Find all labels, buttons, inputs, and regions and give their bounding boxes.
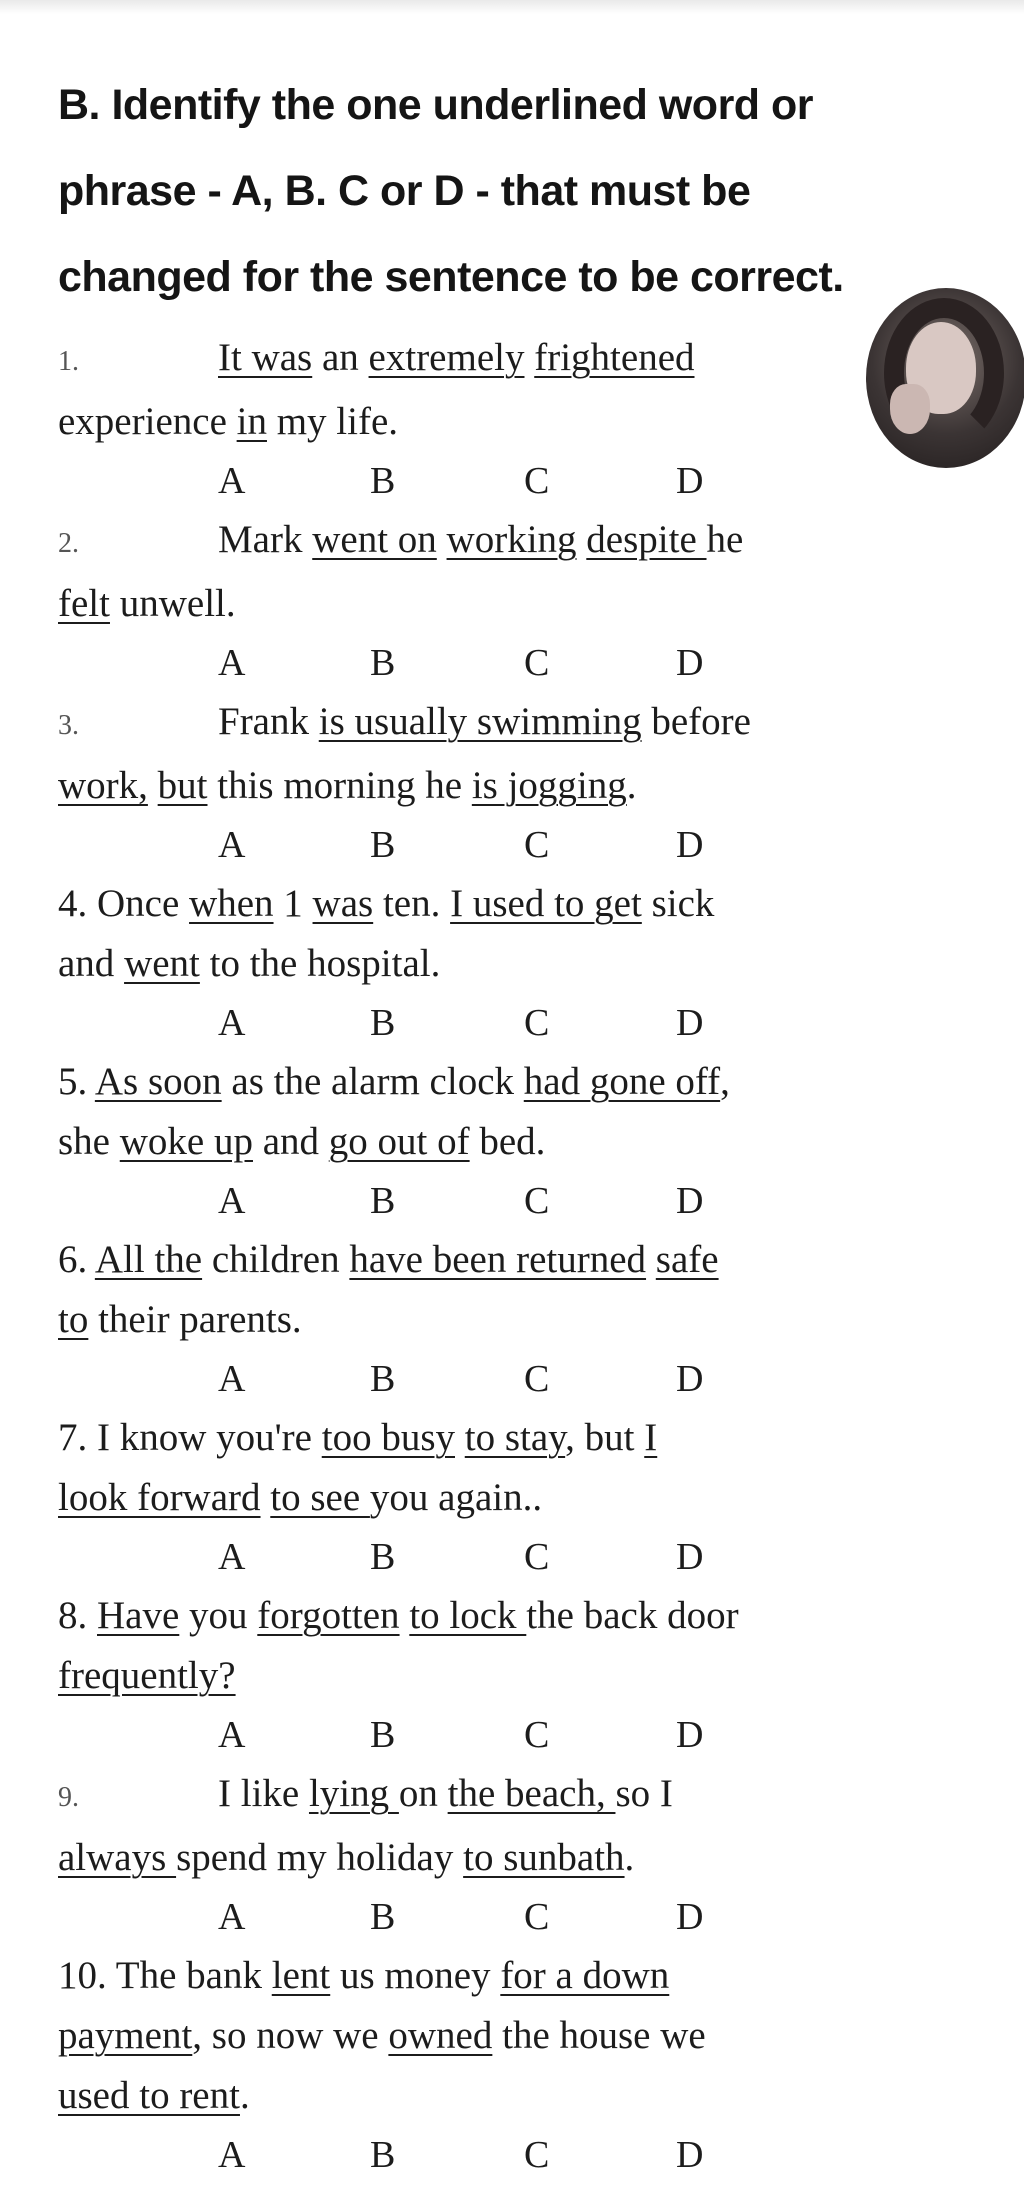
question-number: 7. <box>58 1416 88 1459</box>
sentence-text: and <box>252 1120 329 1163</box>
option-d-text: go out of <box>328 1120 470 1163</box>
question-2 <box>58 510 958 692</box>
sentence-text: us money <box>330 1954 501 1997</box>
question-number: 3. <box>58 710 79 741</box>
choice-a: A <box>218 1358 246 1400</box>
heading-line-1: B. Identify the one underlined word or <box>58 81 814 129</box>
choice-c: C <box>524 1714 550 1756</box>
question-5 <box>58 1052 958 1230</box>
sentence-text <box>455 1416 465 1459</box>
question-10 <box>58 1946 958 2184</box>
sentence-text: . <box>239 2074 250 2117</box>
choice-letters <box>58 1172 958 1230</box>
choice-d: D <box>676 1358 704 1400</box>
heading-line-3: changed for the sentence to be correct. <box>58 253 844 301</box>
choice-c: C <box>524 1896 550 1938</box>
choice-letters <box>58 994 958 1052</box>
sentence-text: Mark <box>218 518 313 561</box>
sentence-text: The bank <box>115 1954 272 1997</box>
option-b-text: have been returned <box>349 1238 647 1281</box>
option-d-text: to sunbath <box>463 1836 625 1879</box>
sentence-text: their parents. <box>88 1298 302 1341</box>
choice-c: C <box>524 1002 550 1044</box>
choice-d: D <box>676 1536 704 1578</box>
option-a-text: As soon <box>94 1060 222 1103</box>
sentence-text: an <box>312 336 369 379</box>
sentence-text: , but <box>565 1416 645 1459</box>
choice-c: C <box>524 1358 550 1400</box>
choice-a: A <box>218 1714 246 1756</box>
question-number: 5. <box>58 1060 88 1103</box>
question-4 <box>58 874 958 1052</box>
choice-b: B <box>370 1714 396 1756</box>
question-6 <box>58 1230 958 1408</box>
choice-letters <box>58 1350 958 1408</box>
sentence-text: my life. <box>266 400 399 443</box>
option-a-text: too busy <box>321 1416 455 1459</box>
choice-letters <box>58 1528 958 1586</box>
sentence-text <box>400 1594 410 1637</box>
top-edge <box>0 0 1024 14</box>
sentence-text: , <box>720 1060 730 1103</box>
option-c-text: I <box>644 1416 658 1459</box>
choice-b: B <box>370 460 396 502</box>
choice-letters <box>58 452 958 510</box>
question-7 <box>58 1408 958 1586</box>
sentence-text: Frank <box>218 700 319 743</box>
sentence-text: spend my holiday <box>176 1836 464 1879</box>
sentence-text: as the alarm clock <box>221 1060 524 1103</box>
choice-b: B <box>370 1358 396 1400</box>
option-d-text: frequently? <box>58 1654 236 1697</box>
sentence-text: . <box>626 764 637 807</box>
sentence-text <box>577 518 587 561</box>
option-a-text: lying <box>308 1772 399 1815</box>
option-b-text: to stay <box>464 1416 566 1459</box>
option-d-text: felt <box>58 582 110 625</box>
question-number: 1. <box>58 346 79 377</box>
option-a-text: went on <box>312 518 437 561</box>
choice-c: C <box>524 1180 550 1222</box>
choice-letters <box>58 2126 958 2184</box>
sentence-text <box>437 518 447 561</box>
sentence-text: on <box>398 1772 448 1815</box>
sentence-text: I know you're <box>97 1416 322 1459</box>
option-d-text: went <box>124 942 200 985</box>
sentence-text <box>524 336 534 379</box>
option-b-text: the beach, <box>447 1772 616 1815</box>
question-number: 10. <box>58 1954 107 1997</box>
choice-d: D <box>676 460 704 502</box>
sentence-text: 1 <box>273 882 313 925</box>
option-a-text: It was <box>218 336 313 379</box>
choice-a: A <box>218 1180 246 1222</box>
option-b-text: had gone off <box>523 1060 721 1103</box>
sentence-text: the back door <box>526 1594 739 1637</box>
choice-c: C <box>524 460 550 502</box>
choice-c: C <box>524 1536 550 1578</box>
question-number: 4. <box>58 882 88 925</box>
choice-b: B <box>370 1896 396 1938</box>
option-d-text: to see <box>270 1476 370 1519</box>
option-c-text: to lock <box>409 1594 527 1637</box>
choice-d: D <box>676 824 704 866</box>
sentence-text: I like <box>218 1772 309 1815</box>
sentence-text: ten. <box>373 882 451 925</box>
option-b-text: was <box>312 882 374 925</box>
choice-a: A <box>218 460 246 502</box>
choice-c: C <box>524 642 550 684</box>
sentence-text: you again.. <box>369 1476 543 1519</box>
choice-d: D <box>676 2134 704 2176</box>
choice-d: D <box>676 642 704 684</box>
option-a-text: Have <box>97 1594 180 1637</box>
choice-b: B <box>370 1180 396 1222</box>
option-b-text: work, <box>58 764 148 807</box>
question-1 <box>58 328 958 510</box>
sentence-text: you <box>179 1594 258 1637</box>
sentence-text: children <box>202 1238 350 1281</box>
option-c-text: safe <box>655 1238 719 1281</box>
question-number: 9. <box>58 1782 79 1813</box>
sentence-text: experience <box>58 400 237 443</box>
option-c-text: woke up <box>119 1120 253 1163</box>
choice-d: D <box>676 1180 704 1222</box>
choice-a: A <box>218 2134 246 2176</box>
option-d-text: in <box>236 400 267 443</box>
sentence-text: unwell. <box>109 582 236 625</box>
option-c-text: frightened <box>534 336 695 379</box>
option-b-text-continued: payment <box>58 2014 193 2057</box>
option-a-text: lent <box>271 1954 331 1997</box>
choice-d: D <box>676 1714 704 1756</box>
sentence-text: before <box>641 700 751 743</box>
choice-letters <box>58 1706 958 1764</box>
sentence-text: to the hospital. <box>199 942 441 985</box>
question-number: 2. <box>58 528 79 559</box>
choice-b: B <box>370 824 396 866</box>
question-3 <box>58 692 958 874</box>
sentence-text <box>148 764 158 807</box>
question-8 <box>58 1586 958 1764</box>
option-c-text-continued: look forward <box>58 1476 261 1519</box>
sentence-text: he <box>706 518 744 561</box>
option-c-text: but <box>157 764 208 807</box>
option-a-text: All the <box>94 1238 203 1281</box>
sentence-text: so I <box>615 1772 673 1815</box>
choice-d: D <box>676 1896 704 1938</box>
option-d-text: to <box>58 1298 89 1341</box>
choice-b: B <box>370 2134 396 2176</box>
sentence-text: . <box>624 1836 635 1879</box>
choice-a: A <box>218 1896 246 1938</box>
choice-a: A <box>218 1002 246 1044</box>
option-b-text: working <box>446 518 577 561</box>
question-9 <box>58 1764 958 1946</box>
option-d-text: used to rent <box>58 2074 240 2117</box>
option-c-text: I used to get <box>450 882 642 925</box>
choice-d: D <box>676 1002 704 1044</box>
choice-a: A <box>218 642 246 684</box>
choice-b: B <box>370 642 396 684</box>
option-a-text: is usually swimming <box>318 700 642 743</box>
choice-letters <box>58 816 958 874</box>
sentence-text: the house we <box>492 2014 706 2057</box>
option-b-text: for a down <box>500 1954 670 1997</box>
choice-a: A <box>218 1536 246 1578</box>
option-d-text: is jogging <box>471 764 627 807</box>
question-number: 6. <box>58 1238 88 1281</box>
choice-b: B <box>370 1002 396 1044</box>
sentence-text: , so now we <box>192 2014 389 2057</box>
option-c-text: owned <box>388 2014 493 2057</box>
question-list <box>58 328 958 2184</box>
choice-c: C <box>524 2134 550 2176</box>
option-b-text: forgotten <box>257 1594 400 1637</box>
sentence-text: Once <box>97 882 190 925</box>
sentence-text: bed. <box>469 1120 546 1163</box>
section-heading <box>58 62 958 320</box>
choice-letters <box>58 634 958 692</box>
question-number: 8. <box>58 1594 88 1637</box>
choice-a: A <box>218 824 246 866</box>
choice-c: C <box>524 824 550 866</box>
heading-line-2: phrase - A, B. C or D - that must be <box>58 167 751 215</box>
sentence-text <box>261 1476 271 1519</box>
sentence-text <box>646 1238 656 1281</box>
option-c-text: always <box>58 1836 177 1879</box>
sentence-text: this morning he <box>207 764 472 807</box>
sentence-text: sick <box>641 882 715 925</box>
option-b-text: extremely <box>368 336 525 379</box>
sentence-text: she <box>58 1120 120 1163</box>
sentence-text: and <box>58 942 125 985</box>
option-c-text: despite <box>586 518 707 561</box>
choice-letters <box>58 1888 958 1946</box>
option-a-text: when <box>189 882 274 925</box>
choice-b: B <box>370 1536 396 1578</box>
